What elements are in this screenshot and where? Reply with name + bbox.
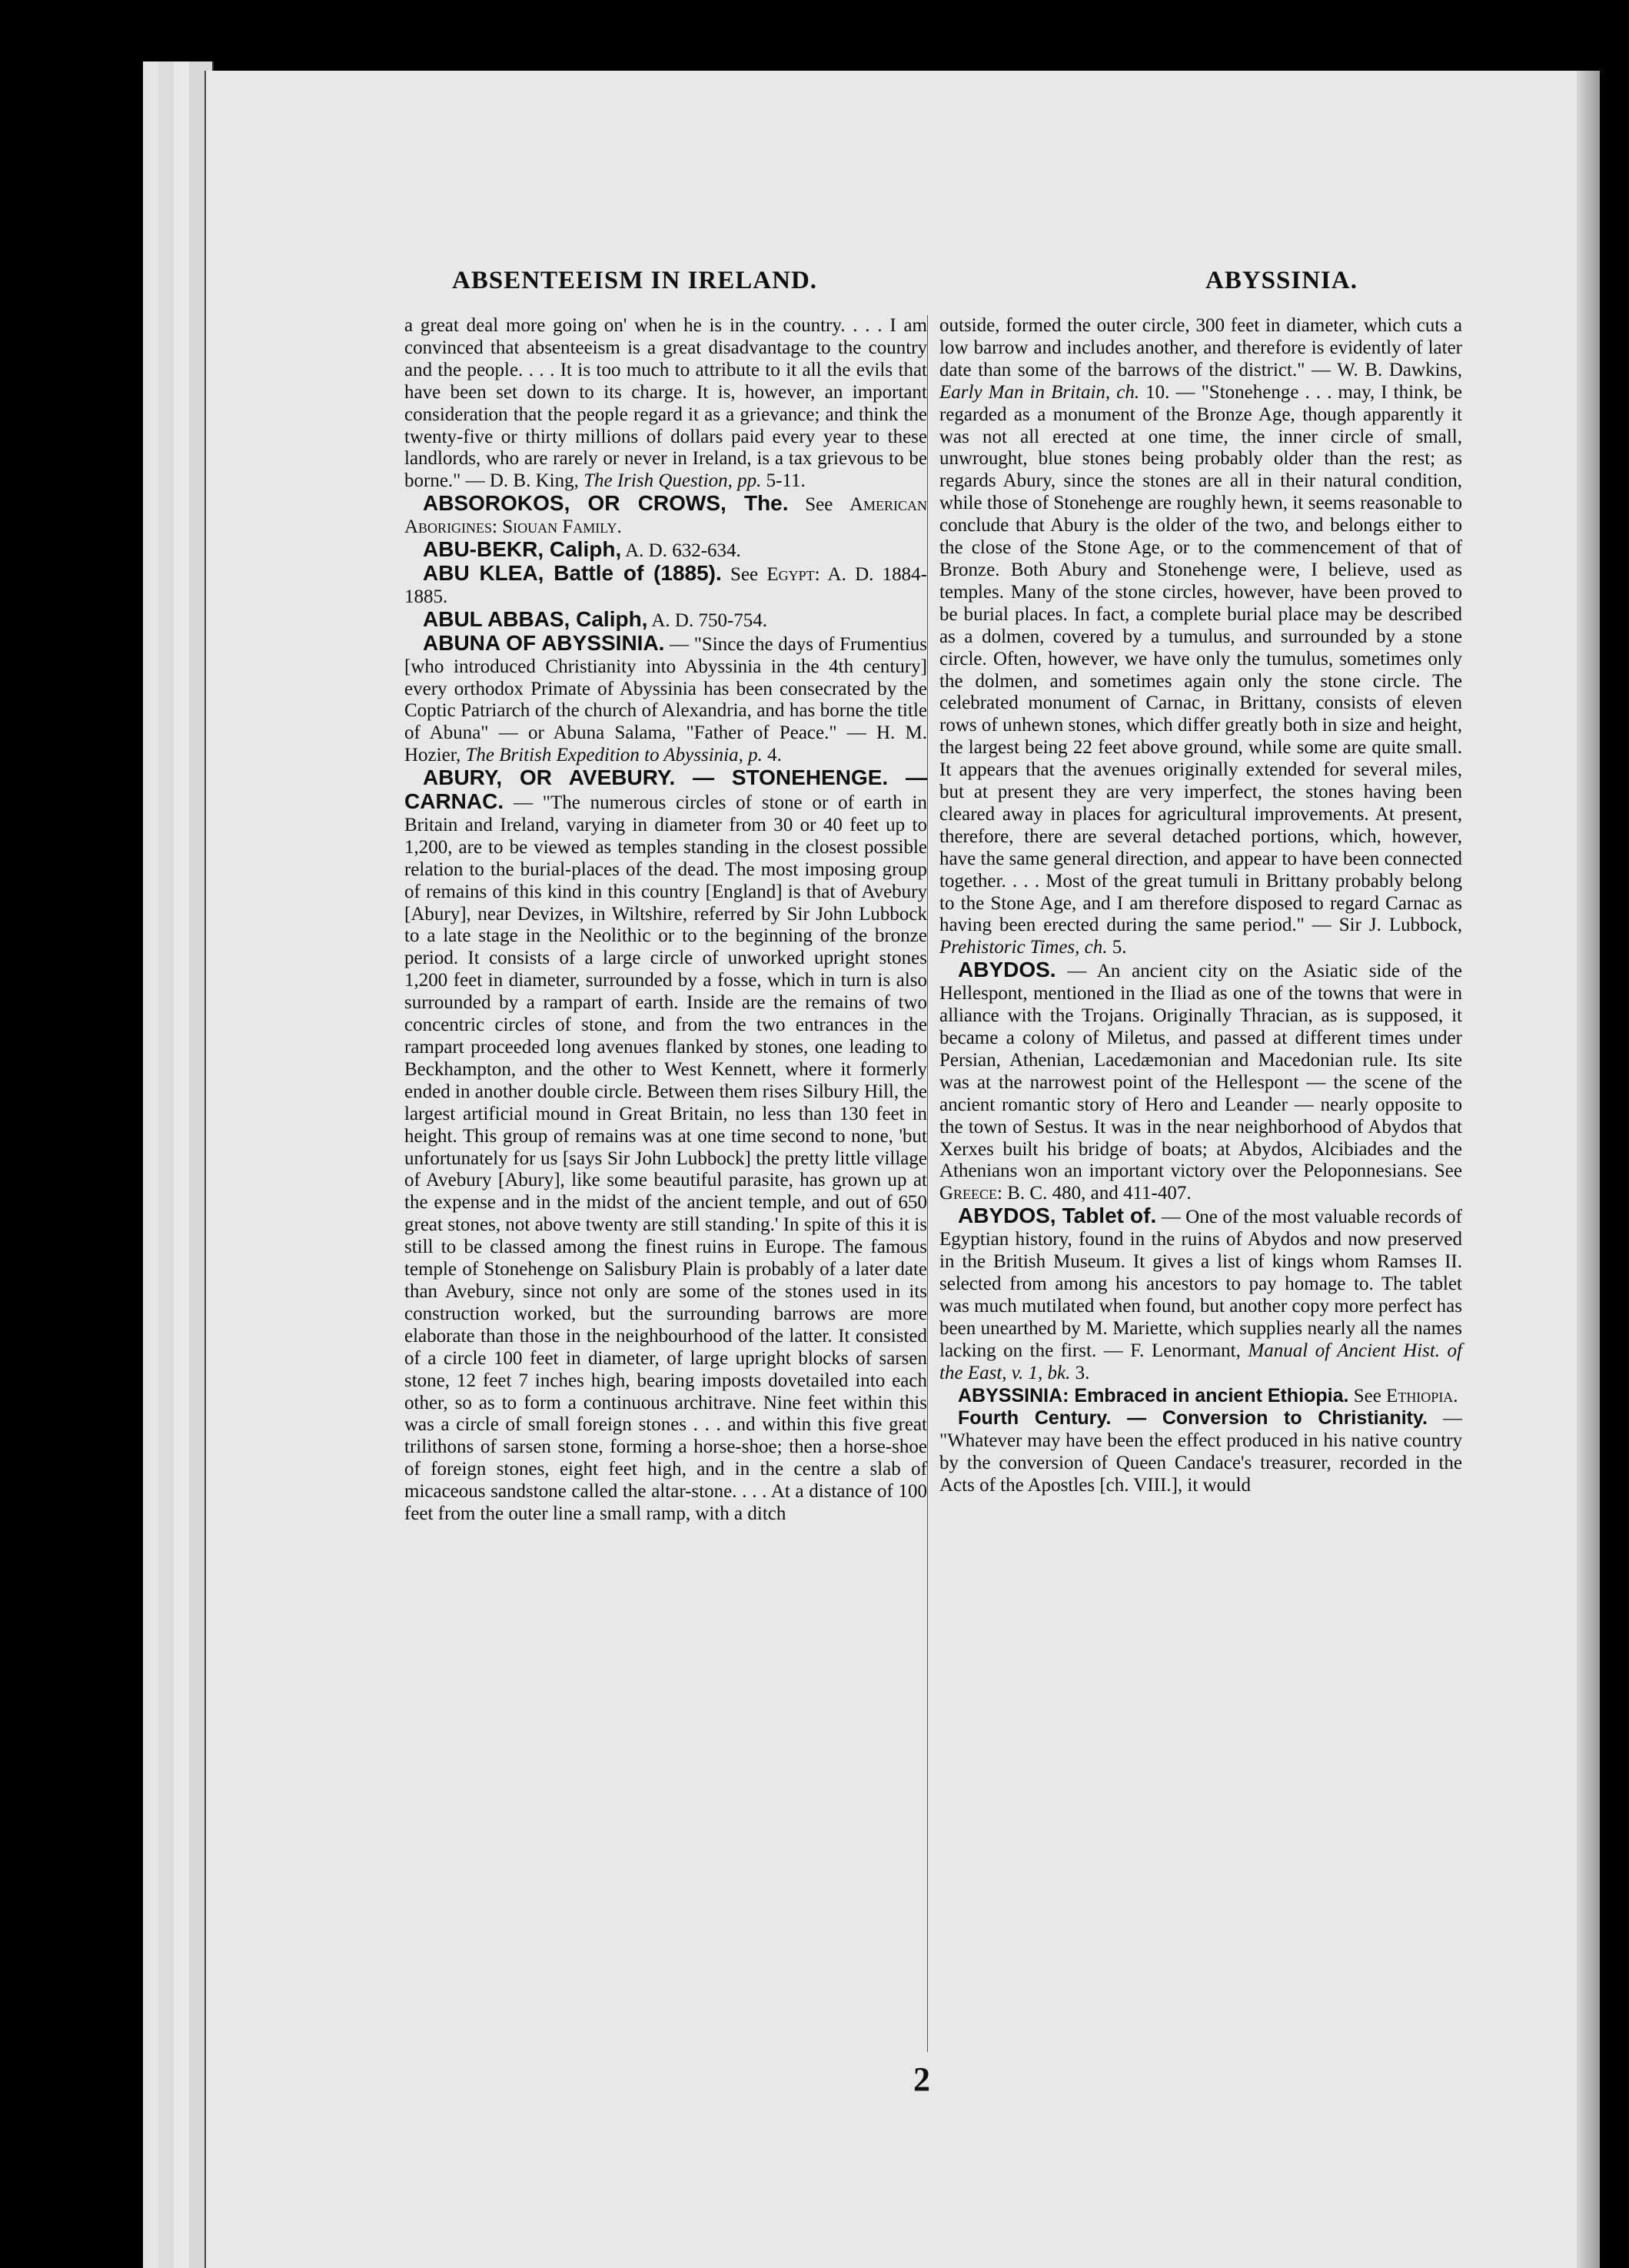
- header-left: ABSENTEEISM IN IRELAND.: [452, 267, 818, 294]
- entry-abul-abbas: ABUL ABBAS, Caliph, A. D. 750-754.: [423, 606, 768, 631]
- column-divider: [927, 315, 928, 2052]
- page-shadow: [1577, 71, 1600, 2268]
- entry-abyssinia: ABYSSINIA: Embraced in ancient Ethiopia. See Ethiopia.: [958, 1384, 1458, 1406]
- entry-abuna: ABUNA OF ABYSSINIA. — "Since the days of Frumentius [who introduced Christianity into Abyssinia in the 4th century] every orthodox Primate of Abyssinia has been consecrated by the Coptic Patriarch of the church of Alexandria, and has borne the title of Abuna" — or Abuna Salama, "Father of Peace." — H. M. Hozier, The British Expedition to Abyssinia, p. 4.: [404, 630, 927, 766]
- entry-abu-klea: ABU KLEA, Battle of (1885). See Egypt: A. D. 1884-1885.: [404, 560, 927, 607]
- entry-abury: ABURY, OR AVEBURY. — STONEHENGE. — CARNAC. — "The numerous circles of stone or of earth in Britain and Ireland, varying in diameter from 30 or 40 feet up to 1,200, are to be viewed as temples standing in the closest possible relation to the burial-places of the dead. The most imposing group of remains of this kind in this country [England] is that of Avebury [Abury], near Devizes, in Wiltshire, referred by Sir John Lubbock to a late stage in the Neolithic or to the beginning of the bronze period. It consists of a large circle of unworked upright stones 1,200 feet in diameter, surrounded by a fosse, which in turn is also surrounded by a rampart of earth. Inside are the remains of two concentric circles of stone, and from the two entrances in the rampart proceeded long avenues flanked by stones, one leading to Beckhampton, and the other to West Kennett, where it formerly ended in another double circle. Between them rises Silbury Hill, the largest artificial mound in Great Britain, no less than 130 feet in height. This group of remains was at one time second to none, 'but unfortunately for us [says Sir John Lubbock] the pretty little village of Avebury [Abury], like some beautiful parasite, has grown up at the expense and in the midst of the ancient temple, and out of 650 great stones, not above twenty are still standing.' In spite of this it is still to be classed among the finest ruins in Europe. The famous temple of Stonehenge on Salisbury Plain is probably of a later date than Avebury, since not only are some of the stones used in its construction worked, but the surrounding barrows are more elaborate than those in the neighbourhood of the latter. It consisted of a circle 100 feet in diameter, of large upright blocks of sarsen stone, 12 feet 7 inches high, bearing imposts dovetailed into each other, so as to form a continuous architrave. Nine feet within this was a circle of small foreign stones . . . and within this five great trilithons of sarsen stone, forming a horse-shoe; then a horse-shoe of foreign stones, eight feet high, and in the centre a slab of micaceous sandstone called the altar-stone. . . . At a distance of 100 feet from the outer line a small ramp, with a ditch: [404, 765, 927, 1525]
- entry-abydos-tablet: ABYDOS, Tablet of. — One of the most valuable records of Egyptian history, found in the ruins of Abydos and now preserved in the British Museum. It gives a list of kings whom Ramses II. selected from among his ancestors to pay homage to. The tablet was much mutilated when found, but another copy more perfect has been unearthed by M. Mariette, which supplies nearly all the names lacking on the first. — F. Lenormant, Manual of Ancient Hist. of the East, v. 1, bk. 3.: [939, 1204, 1462, 1383]
- page-number: 2: [913, 2060, 930, 2098]
- paragraph: a great deal more going on' when he is in the country. . . . I am convinced that absenteeism is a great disadvantage to the country and the people. . . . It is too much to attribute to it all the evils that have been set down to its charge. It is, however, an important consideration that the people regard it as a grievance; and think the twenty-five or thirty millions of dollars paid every year to these landlords, who are rarely or never in Ireland, is a tax grievous to be borne." — D. B. King, The Irish Question, pp. 5-11.: [404, 315, 927, 492]
- paragraph: outside, formed the outer circle, 300 feet in diameter, which cuts a low barrow and includes another, and therefore is evidently of later date than some of the barrows of the district." — W. B. Dawkins, Early Man in Britain, ch. 10. — "Stonehenge . . . may, I think, be regarded as a monument of the Bronze Age, though apparently it was not all erected at one time, the inner circle of small, unwrought, blue stones being probably older than the rest; as regards Abury, since the stones are all in their natural condition, while those of Stonehenge are roughly hewn, it seems reasonable to conclude that Abury is the older of the two, and belongs either to the close of the Stone Age, or to the commencement of that of Bronze. Both Abury and Stonehenge were, I believe, used as temples. Many of the stone circles, however, have been proved to be burial places. In fact, a complete burial place may be described as a dolmen, covered by a tumulus, and surrounded by a stone circle. Often, however, we have only the tumulus, sometimes only the dolmen, and sometimes again only the stone circle. The celebrated monument of Carnac, in Brittany, consists of eleven rows of unhewn stones, which differ greatly both in size and height, the largest being 22 feet above ground, while some are quite small. It appears that the avenues originally extended for several miles, but at present they are very imperfect, the stones having been cleared away in places for agricultural improvements. At present, therefore, there are several detached portions, which, however, have the same general direction, and appear to have been connected together. . . . Most of the great tumuli in Brittany probably belong to the Stone Age, and I am therefore disposed to regard Carnac as having been erected during the same period." — Sir J. Lubbock, Prehistoric Times, ch. 5.: [939, 315, 1463, 958]
- entry-abu-bekr: ABU-BEKR, Caliph, A. D. 632-634.: [423, 537, 741, 562]
- book-page: [204, 71, 1600, 2268]
- entry-abydos: ABYDOS. — An ancient city on the Asiatic side of the Hellespont, mentioned in the Iliad as one of the towns that were in alliance with the Trojans. Originally Thracian, as is supposed, it became a colony of Miletus, and passed at different times under Persian, Athenian, Lacedæmonian and Macedonian rule. Its site was at the narrowest point of the Hellespont — the scene of the ancient romantic story of Hero and Leander — nearly opposite to the town of Sestus. It was in the near neighborhood of Abydos that Xerxes built his bridge of boats; at Abydos, Alcibiades and the Athenians won an important victory over the Peloponnesians. See Greece: B. C. 480, and 411-407.: [939, 958, 1462, 1204]
- left-column: [404, 315, 927, 1526]
- entry-absorokos: ABSOROKOS, OR CROWS, The. See American Aborigines: Siouan Family.: [404, 491, 927, 538]
- entry-fourth-century: Fourth Century. — Conversion to Christianity. — "Whatever may have been the effect produced in his native country by the conversion of Queen Candace's treasurer, recorded in the Acts of the Apostles [ch. VIII.], it would: [939, 1407, 1462, 1496]
- header-right: ABYSSINIA.: [1205, 267, 1358, 294]
- running-header: [206, 267, 1600, 313]
- right-column: [939, 315, 1462, 1497]
